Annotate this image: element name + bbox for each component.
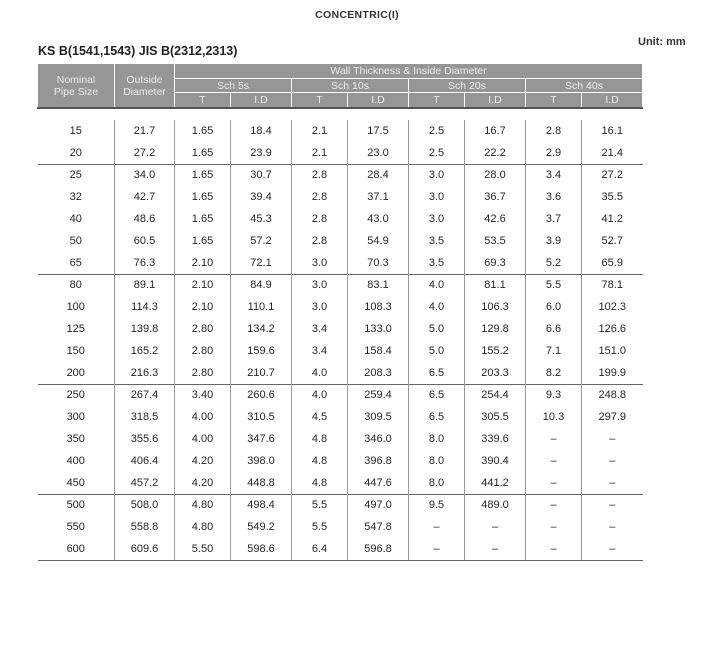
- cell-nominal-size: 100: [66, 301, 85, 314]
- cell-sch10s-id: 158.4: [348, 340, 409, 362]
- cell-sch5s-id: 398.0: [231, 450, 292, 472]
- cell-sch5s-id: 110.1: [231, 296, 292, 318]
- cell-sch10s-id: 133.0: [348, 318, 409, 340]
- cell-sch5s-id: 448.8: [231, 472, 292, 494]
- cell-sch10s-id: 447.6: [348, 472, 409, 494]
- cell-sch20s-t: 2.5: [409, 142, 465, 164]
- cell-sch40s-t: 3.6: [526, 186, 582, 208]
- cell-outside-diameter: 60.5: [115, 230, 175, 252]
- cell-sch40s-t: 10.3: [526, 406, 582, 428]
- table-row: [38, 252, 643, 274]
- page-title: CONCENTRIC(I): [315, 9, 399, 21]
- cell-sch40s-t: –: [526, 428, 582, 450]
- nominal-pipe-size-header: [38, 64, 115, 109]
- cell-sch40s-t: 5.5: [526, 274, 582, 296]
- cell-sch20s-id: 81.1: [465, 274, 526, 296]
- sch-10s-id-header: I.D: [348, 93, 409, 109]
- cell-sch20s-id: 129.8: [465, 318, 526, 340]
- table-row: [38, 472, 643, 494]
- cell-sch10s-t: 4.8: [292, 472, 348, 494]
- cell-sch5s-t: 4.20: [175, 450, 231, 472]
- cell-sch20s-t: 9.5: [409, 494, 465, 516]
- cell-sch20s-id: 53.5: [465, 230, 526, 252]
- cell-sch40s-id: –: [582, 472, 643, 494]
- cell-sch20s-t: 6.5: [409, 362, 465, 384]
- cell-sch10s-t: 6.4: [292, 538, 348, 560]
- cell-nominal-size: 350: [66, 433, 85, 446]
- table-row: [38, 208, 643, 230]
- cell-sch40s-t: 8.2: [526, 362, 582, 384]
- cell-sch5s-id: 57.2: [231, 230, 292, 252]
- cell-sch5s-t: 5.50: [175, 538, 231, 560]
- cell-sch40s-id: 151.0: [582, 340, 643, 362]
- cell-sch20s-id: 254.4: [465, 384, 526, 406]
- cell-sch5s-id: 84.9: [231, 274, 292, 296]
- cell-sch40s-t: –: [526, 538, 582, 560]
- cell-sch10s-id: 497.0: [348, 494, 409, 516]
- cell-nominal-size: 65: [69, 256, 82, 269]
- cell-sch40s-id: –: [582, 538, 643, 560]
- cell-sch20s-id: 155.2: [465, 340, 526, 362]
- cell-sch10s-id: 43.0: [348, 208, 409, 230]
- cell-nominal-size: 125: [66, 323, 85, 336]
- cell-sch40s-id: 102.3: [582, 296, 643, 318]
- table-row: [38, 406, 643, 428]
- nominal-pipe-size-header-line2: Pipe Size: [53, 85, 99, 98]
- cell-sch5s-id: 598.6: [231, 538, 292, 560]
- cell-sch10s-t: 3.0: [292, 252, 348, 274]
- cell-sch40s-t: –: [526, 494, 582, 516]
- cell-outside-diameter: 89.1: [115, 274, 175, 296]
- cell-sch40s-t: –: [526, 472, 582, 494]
- cell-sch20s-t: 8.0: [409, 428, 465, 450]
- cell-sch10s-id: 396.8: [348, 450, 409, 472]
- cell-sch20s-id: 305.5: [465, 406, 526, 428]
- table-row: [38, 120, 643, 142]
- table-row: [38, 142, 643, 164]
- cell-sch20s-t: 5.0: [409, 318, 465, 340]
- cell-sch40s-id: –: [582, 428, 643, 450]
- cell-outside-diameter: 21.7: [115, 120, 175, 142]
- cell-sch40s-t: 3.7: [526, 208, 582, 230]
- concentric-reducer-table: [37, 63, 643, 561]
- cell-outside-diameter: 609.6: [115, 538, 175, 560]
- cell-outside-diameter: 165.2: [115, 340, 175, 362]
- cell-sch10s-id: 70.3: [348, 252, 409, 274]
- cell-sch5s-id: 39.4: [231, 186, 292, 208]
- cell-sch5s-t: 1.65: [175, 230, 231, 252]
- sch-10s-t-header: T: [292, 93, 348, 109]
- cell-sch5s-t: 4.20: [175, 472, 231, 494]
- cell-nominal-size: 32: [69, 191, 82, 204]
- header-spacer: [38, 108, 643, 120]
- cell-sch5s-t: 4.00: [175, 406, 231, 428]
- cell-sch10s-id: 596.8: [348, 538, 409, 560]
- cell-sch5s-t: 1.65: [175, 164, 231, 186]
- cell-sch40s-id: 126.6: [582, 318, 643, 340]
- cell-sch10s-t: 5.5: [292, 516, 348, 538]
- cell-sch20s-t: 6.5: [409, 406, 465, 428]
- cell-sch20s-id: 22.2: [465, 142, 526, 164]
- sch-20s-header: Sch 20s: [409, 79, 526, 93]
- cell-outside-diameter: 558.8: [115, 516, 175, 538]
- table-header: [38, 64, 643, 109]
- cell-sch5s-t: 2.10: [175, 252, 231, 274]
- cell-sch5s-id: 159.6: [231, 340, 292, 362]
- outside-diameter-header: [115, 64, 175, 109]
- cell-sch10s-t: 3.4: [292, 318, 348, 340]
- cell-sch20s-id: 106.3: [465, 296, 526, 318]
- table-row: [38, 516, 643, 538]
- cell-sch40s-id: 297.9: [582, 406, 643, 428]
- cell-sch20s-id: –: [465, 516, 526, 538]
- cell-sch5s-t: 4.00: [175, 428, 231, 450]
- cell-sch20s-t: 8.0: [409, 450, 465, 472]
- table-row: [38, 164, 643, 186]
- cell-sch20s-id: 69.3: [465, 252, 526, 274]
- cell-sch10s-t: 2.8: [292, 186, 348, 208]
- cell-sch5s-id: 210.7: [231, 362, 292, 384]
- cell-sch5s-id: 134.2: [231, 318, 292, 340]
- cell-sch10s-t: 4.0: [292, 384, 348, 406]
- cell-sch10s-t: 4.8: [292, 428, 348, 450]
- cell-sch40s-id: –: [582, 450, 643, 472]
- cell-outside-diameter: 216.3: [115, 362, 175, 384]
- cell-sch20s-t: 2.5: [409, 120, 465, 142]
- cell-sch20s-id: 36.7: [465, 186, 526, 208]
- cell-sch20s-id: 42.6: [465, 208, 526, 230]
- sch-20s-t-header: T: [409, 93, 465, 109]
- cell-sch10s-id: 208.3: [348, 362, 409, 384]
- cell-sch40s-t: 6.0: [526, 296, 582, 318]
- cell-sch40s-t: 2.8: [526, 120, 582, 142]
- cell-sch20s-id: 489.0: [465, 494, 526, 516]
- cell-sch10s-t: 5.5: [292, 494, 348, 516]
- cell-sch5s-id: 30.7: [231, 164, 292, 186]
- cell-sch10s-id: 259.4: [348, 384, 409, 406]
- header-spacer-cell: [38, 108, 643, 120]
- cell-sch20s-t: 3.5: [409, 252, 465, 274]
- cell-sch40s-t: 3.4: [526, 164, 582, 186]
- cell-sch5s-t: 2.80: [175, 318, 231, 340]
- cell-sch5s-id: 549.2: [231, 516, 292, 538]
- cell-sch5s-t: 1.65: [175, 120, 231, 142]
- sch-10s-header: Sch 10s: [292, 79, 409, 93]
- nominal-pipe-size-header-line1: Nominal: [56, 73, 96, 86]
- cell-sch5s-id: 347.6: [231, 428, 292, 450]
- cell-sch10s-id: 346.0: [348, 428, 409, 450]
- cell-outside-diameter: 267.4: [115, 384, 175, 406]
- sch-5s-id-header: I.D: [231, 93, 292, 109]
- cell-sch10s-t: 2.8: [292, 230, 348, 252]
- sch-5s-t-header: T: [175, 93, 231, 109]
- cell-nominal-size: 250: [38, 384, 115, 406]
- cell-sch10s-t: 3.0: [292, 296, 348, 318]
- cell-nominal-size: 80: [38, 274, 115, 296]
- cell-sch10s-id: 108.3: [348, 296, 409, 318]
- cell-sch40s-id: 16.1: [582, 120, 643, 142]
- cell-sch5s-t: 4.80: [175, 516, 231, 538]
- cell-sch40s-id: 65.9: [582, 252, 643, 274]
- cell-sch40s-id: 199.9: [582, 362, 643, 384]
- cell-sch20s-t: 4.0: [409, 274, 465, 296]
- cell-sch10s-id: 83.1: [348, 274, 409, 296]
- cell-sch5s-t: 1.65: [175, 142, 231, 164]
- cell-nominal-size: 600: [38, 538, 115, 560]
- cell-sch40s-t: 7.1: [526, 340, 582, 362]
- outside-diameter-header-line1: Outside: [126, 73, 163, 86]
- cell-nominal-size: 15: [69, 124, 82, 137]
- cell-outside-diameter: 34.0: [115, 164, 175, 186]
- cell-sch20s-t: 5.0: [409, 340, 465, 362]
- cell-sch10s-id: 23.0: [348, 142, 409, 164]
- cell-sch10s-t: 4.8: [292, 450, 348, 472]
- cell-sch10s-t: 2.8: [292, 208, 348, 230]
- sch-40s-id-header: I.D: [582, 93, 643, 109]
- cell-sch40s-t: 2.9: [526, 142, 582, 164]
- cell-sch20s-t: –: [409, 538, 465, 560]
- cell-sch20s-t: 4.0: [409, 296, 465, 318]
- cell-sch5s-t: 2.80: [175, 340, 231, 362]
- sch-40s-header: Sch 40s: [526, 79, 643, 93]
- cell-outside-diameter: 76.3: [115, 252, 175, 274]
- cell-sch10s-t: 3.4: [292, 340, 348, 362]
- cell-sch40s-t: –: [526, 450, 582, 472]
- cell-sch5s-t: 3.40: [175, 384, 231, 406]
- cell-sch5s-t: 1.65: [175, 186, 231, 208]
- cell-sch5s-id: 45.3: [231, 208, 292, 230]
- standards-label: KS B(1541,1543) JIS B(2312,2313): [38, 44, 238, 58]
- cell-sch20s-t: –: [409, 516, 465, 538]
- table-row: [38, 384, 643, 406]
- cell-sch10s-t: 2.1: [292, 142, 348, 164]
- cell-sch10s-t: 4.0: [292, 362, 348, 384]
- cell-outside-diameter: 508.0: [115, 494, 175, 516]
- cell-nominal-size: 550: [66, 521, 85, 534]
- cell-sch5s-id: 18.4: [231, 120, 292, 142]
- table-row: [38, 494, 643, 516]
- cell-sch20s-id: 203.3: [465, 362, 526, 384]
- cell-sch40s-id: –: [582, 516, 643, 538]
- cell-sch40s-t: 3.9: [526, 230, 582, 252]
- cell-nominal-size: 200: [66, 366, 85, 379]
- cell-sch5s-id: 498.4: [231, 494, 292, 516]
- sch-5s-header: Sch 5s: [175, 79, 292, 93]
- cell-sch20s-t: 3.0: [409, 208, 465, 230]
- cell-sch10s-t: 3.0: [292, 274, 348, 296]
- cell-sch10s-id: 17.5: [348, 120, 409, 142]
- cell-nominal-size: 25: [38, 164, 115, 186]
- cell-sch5s-id: 72.1: [231, 252, 292, 274]
- table-row: [38, 362, 643, 384]
- cell-sch5s-t: 2.80: [175, 362, 231, 384]
- cell-outside-diameter: 42.7: [115, 186, 175, 208]
- sch-40s-t-header: T: [526, 93, 582, 109]
- cell-sch10s-id: 28.4: [348, 164, 409, 186]
- cell-sch40s-id: 27.2: [582, 164, 643, 186]
- cell-sch10s-id: 37.1: [348, 186, 409, 208]
- cell-nominal-size: 500: [38, 494, 115, 516]
- cell-outside-diameter: 457.2: [115, 472, 175, 494]
- cell-sch20s-t: 6.5: [409, 384, 465, 406]
- table-row: [38, 230, 643, 252]
- cell-sch10s-id: 547.8: [348, 516, 409, 538]
- cell-nominal-size: 400: [66, 454, 85, 467]
- cell-sch5s-t: 2.10: [175, 274, 231, 296]
- cell-sch40s-id: 41.2: [582, 208, 643, 230]
- cell-sch10s-t: 4.5: [292, 406, 348, 428]
- table-row: [38, 318, 643, 340]
- cell-sch5s-id: 23.9: [231, 142, 292, 164]
- cell-sch40s-t: –: [526, 516, 582, 538]
- cell-sch10s-t: 2.8: [292, 164, 348, 186]
- unit-label: Unit: mm: [638, 36, 686, 48]
- cell-sch40s-id: 35.5: [582, 186, 643, 208]
- cell-sch10s-t: 2.1: [292, 120, 348, 142]
- cell-sch20s-id: 28.0: [465, 164, 526, 186]
- cell-sch40s-id: 78.1: [582, 274, 643, 296]
- cell-sch5s-t: 1.65: [175, 208, 231, 230]
- cell-outside-diameter: 139.8: [115, 318, 175, 340]
- table-row: [38, 186, 643, 208]
- table-row: [38, 274, 643, 296]
- cell-sch20s-id: 339.6: [465, 428, 526, 450]
- cell-sch40s-id: –: [582, 494, 643, 516]
- cell-outside-diameter: 318.5: [115, 406, 175, 428]
- table-row: [38, 340, 643, 362]
- cell-sch20s-t: 3.0: [409, 186, 465, 208]
- cell-sch40s-id: 52.7: [582, 230, 643, 252]
- cell-sch20s-t: 3.0: [409, 164, 465, 186]
- outside-diameter-header-line2: Diameter: [123, 85, 166, 98]
- cell-nominal-size: 450: [66, 476, 85, 489]
- cell-sch20s-id: 441.2: [465, 472, 526, 494]
- cell-sch20s-id: 390.4: [465, 450, 526, 472]
- cell-outside-diameter: 355.6: [115, 428, 175, 450]
- cell-nominal-size: 150: [66, 344, 85, 357]
- cell-sch5s-id: 260.6: [231, 384, 292, 406]
- cell-sch20s-t: 3.5: [409, 230, 465, 252]
- cell-sch10s-id: 54.9: [348, 230, 409, 252]
- cell-sch5s-t: 4.80: [175, 494, 231, 516]
- cell-outside-diameter: 27.2: [115, 142, 175, 164]
- table-row: [38, 538, 643, 560]
- cell-sch20s-id: –: [465, 538, 526, 560]
- cell-sch20s-t: 8.0: [409, 472, 465, 494]
- cell-nominal-size: 40: [69, 213, 82, 226]
- table-row: [38, 450, 643, 472]
- cell-sch40s-id: 21.4: [582, 142, 643, 164]
- cell-sch40s-t: 5.2: [526, 252, 582, 274]
- cell-nominal-size: 20: [69, 146, 82, 159]
- table-row: [38, 296, 643, 318]
- cell-sch5s-t: 2.10: [175, 296, 231, 318]
- table-body: [38, 108, 643, 560]
- cell-sch40s-t: 6.6: [526, 318, 582, 340]
- cell-sch5s-id: 310.5: [231, 406, 292, 428]
- cell-sch40s-t: 9.3: [526, 384, 582, 406]
- cell-outside-diameter: 48.6: [115, 208, 175, 230]
- cell-outside-diameter: 114.3: [115, 296, 175, 318]
- cell-sch10s-id: 309.5: [348, 406, 409, 428]
- cell-outside-diameter: 406.4: [115, 450, 175, 472]
- table-row: [38, 428, 643, 450]
- cell-sch20s-id: 16.7: [465, 120, 526, 142]
- cell-nominal-size: 300: [66, 411, 85, 424]
- wall-thickness-group-header: Wall Thickness & Inside Diameter: [175, 64, 643, 79]
- cell-nominal-size: 50: [69, 234, 82, 247]
- sch-20s-id-header: I.D: [465, 93, 526, 109]
- cell-sch40s-id: 248.8: [582, 384, 643, 406]
